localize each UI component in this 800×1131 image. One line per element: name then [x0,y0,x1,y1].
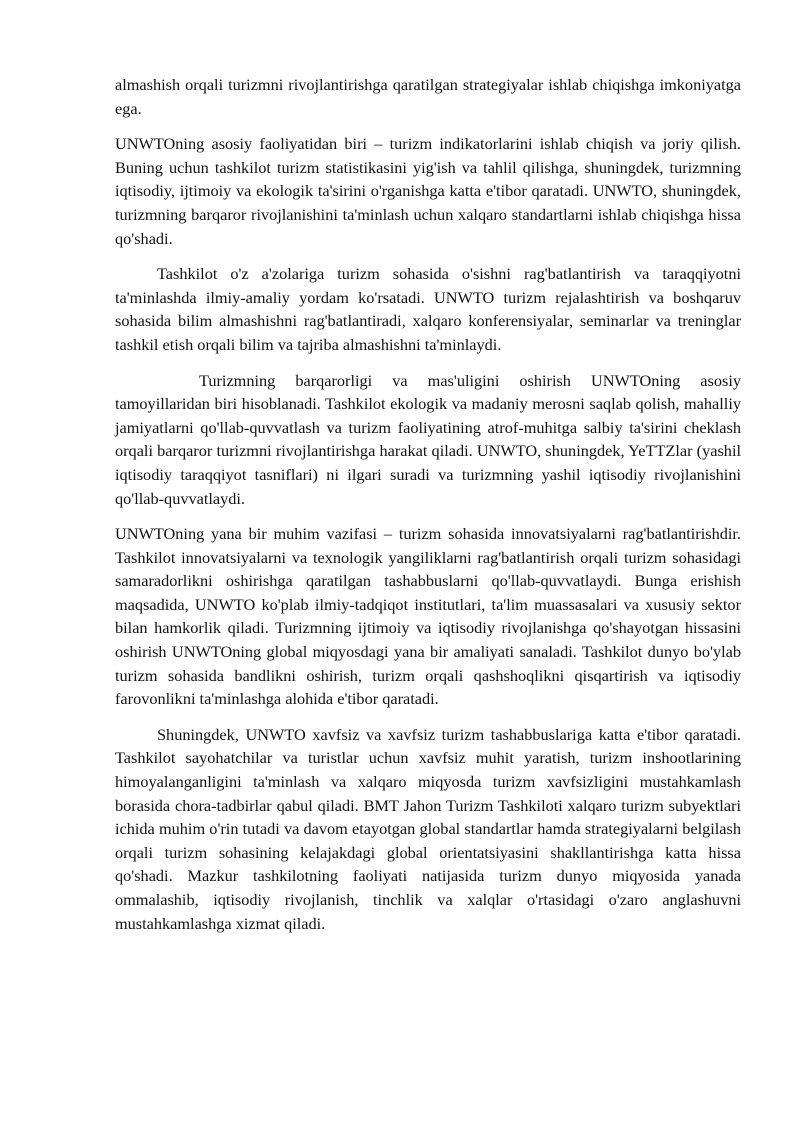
paragraph-scientific-support: Tashkilot o'z a'zolariga turizm sohasida o'sishni rag'batlantirish va taraqqiyotni ta'minlashda ilmiy-amaliy yordam ko'rsatadi. UNWTO turizm rejalashtirish va boshqaruv sohasida bilim almashishni rag'batlantiradi, xalqaro konferensiyalar, seminarlar va treninglar tashkil etish orqali bilim va tajriba almashishni ta'minlaydi. [115,264,741,354]
paragraph-safety: Shuningdek, UNWTO xavfsiz va xavfsiz turizm tashabbuslariga katta e'tibor qaratadi. Tashkilot sayohatchilar va turistlar uchun xavfsiz muhit yaratish, turizm inshootlarining himoyalanganligini ta'minlash va xalqaro miqyosda turizm xavfsizligini mustahkamlash borasida chora-tadbirlar qabul qiladi. BMT Jahon Turizm Tashkiloti xalqaro turizm subyektlari ichida muhim o'rin tutadi va davom etayotgan global standartlar hamda strategiyalarni belgilash orqali turizm sohasining kelajakdagi global orientatsiyasini shakllantirishga katta hissa qo'shadi. Mazkur tashkilotning faoliyati natijasida turizm dunyo miqyosida yanada ommalashib, iqtisodiy rivojlanish, tinchlik va xalqlar o'rtasidagi o'zaro anglashuvni mustahkamlashga xizmat qiladi. [115,724,741,933]
paragraph-continuation: almashish orqali turizmni rivojlantirishga qaratilgan strategiyalar ishlab chiqishga imkoniyatga ega. [115,75,741,118]
paragraph-indicators: UNWTOning asosiy faoliyatidan biri – turizm indikatorlarini ishlab chiqish va joriy qilish. Buning uchun tashkilot turizm statistikasini yig'ish va tahlil qilishga, shuningdek, turizmning iqtisodiy, ijtimoiy va ekologik ta'sirini o'rganishga katta e'tibor qaratadi. UNWTO, shuningdek, turizmning barqaror rivojlanishini ta'minlash uchun xalqaro standartlarni ishlab chiqishga hissa qo'shadi. [115,134,741,248]
paragraph-sustainability: Turizmning barqarorligi va mas'uligini oshirish UNWTOning asosiy tamoyillaridan biri hisoblanadi. Tashkilot ekologik va madaniy merosni saqlab qolish, mahalliy jamiyatlarni qo'llab-quvvatlash va turizm faoliyatining atrof-muhitga salbiy ta'sirini cheklash orqali barqaror turizmni rivojlantirishga harakat qiladi. UNWTO, shuningdek, YeTTZlar (yashil iqtisodiy taraqqiyot tasniflari) ni ilgari suradi va turizmning yashil iqtisodiy rivojlanishini qo'llab-quvvatlaydi. [115,370,741,508]
document-body [115,73,741,947]
paragraph-innovation: UNWTOning yana bir muhim vazifasi – turizm sohasida innovatsiyalarni rag'batlantirishdir. Tashkilot innovatsiyalarni va texnologik yangiliklarni rag'batlantirish orqali turizm sohasidagi samaradorlikni oshirishga qaratilgan tashabbuslarni qo'llab-quvvatlaydi. Bunga erishish maqsadida, UNWTO ko'plab ilmiy-tadqiqot institutlari, ta'lim muassasalari va xususiy sektor bilan hamkorlik qiladi. Turizmning ijtimoiy va iqtisodiy rivojlanishga qo'shayotgan hissasini oshirish UNWTOning global miqyosdagi yana bir amaliyati sanaladi. Tashkilot dunyo bo'ylab turizm sohasida bandlikni oshirish, turizm orqali qashshoqlikni qisqartirish va iqtisodiy farovonlikni ta'minlashga alohida e'tibor qaratadi. [115,524,741,709]
